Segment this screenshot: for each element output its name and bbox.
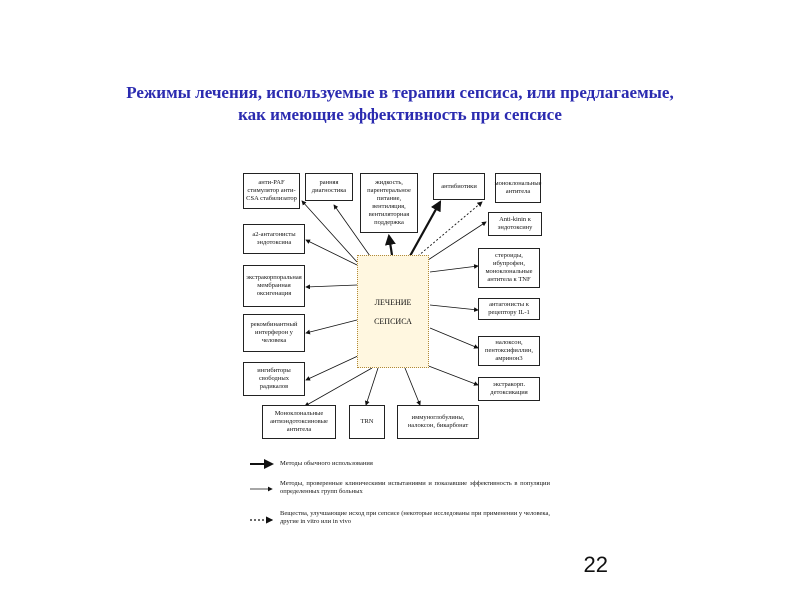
arrow-to-paf <box>302 201 357 262</box>
box-steroids-label: стероиды, ибупрофен, моноклональные антитела к TNF <box>485 252 533 283</box>
legend-thick-text: Методы обычного использования <box>280 460 373 467</box>
center-box <box>357 255 429 368</box>
box-immunoglobulins <box>397 405 479 439</box>
arrow-to-fluids <box>389 236 392 255</box>
arrow-to-il1 <box>430 305 478 310</box>
arrow-to-monoclonal-top <box>418 202 482 256</box>
box-alpha-label: а2-антагонисты эндотоксина <box>252 231 296 246</box>
box-monoclonal-bottom-label: Моноклональные антиэндотоксиновые антитела <box>270 410 328 433</box>
box-early-label: ранняя диагностика <box>311 179 347 194</box>
box-monoclonal-top-label: моноклональные антитела <box>494 180 542 195</box>
box-monoclonal-bottom <box>262 405 336 439</box>
box-trn <box>349 405 385 439</box>
center-line1: ЛЕЧЕНИЕ <box>374 297 412 307</box>
box-paf <box>243 173 300 209</box>
arrow-to-extra-detox <box>426 365 478 385</box>
box-radicals-label: ингибиторы свободных радикалов <box>257 367 291 390</box>
box-immunoglobulins-label: иммуноглобулины, налоксон, бикарбонат <box>407 414 469 429</box>
box-monoclonal-top <box>495 173 541 203</box>
arrow-to-ecmo <box>306 285 357 287</box>
box-extra-detox <box>478 377 540 401</box>
box-interferon <box>243 314 305 352</box>
box-ecmo-label: экстракорпоральная мембранная оксигенация <box>246 274 302 297</box>
arrow-to-naloxone <box>430 328 478 348</box>
box-antienzyme-label: Anti-kinin к эндотоксину <box>497 216 533 231</box>
box-antienzyme <box>488 212 542 236</box>
legend-thin-text: Методы, проверенные клиническими испытаниями и показавшие эффективность в популяции определенных групп больных <box>280 480 550 495</box>
box-steroids <box>478 248 540 288</box>
box-naloxone <box>478 336 540 366</box>
box-antibiotics-label: антибиотики <box>441 182 477 190</box>
arrow-to-steroids <box>430 266 478 272</box>
box-ecmo <box>243 265 305 307</box>
legend-dotted-text: Вещества, улучшающие исход при сепсисе (некоторые исследованы при применении у человека, другие in vitro или in vivo <box>280 510 550 525</box>
box-antibiotics <box>433 173 485 200</box>
box-early <box>305 173 353 201</box>
box-paf-label: анти-PAF стимулятор анти-CSA стабилизатор <box>246 179 297 202</box>
box-fluids-label: жидкость, парентеральное питание, вентиляция, вентиляторная поддержка <box>367 179 411 226</box>
center-line2: СЕПСИСА <box>374 316 412 326</box>
box-alpha <box>243 224 305 254</box>
box-fluids <box>360 173 418 233</box>
box-interferon-label: рекомбинантный интерферон у человека <box>250 321 298 344</box>
box-naloxone-label: налоксон, пентоксифиллин, амринон3 <box>485 339 533 362</box>
box-il1-label: антагонисты к рецептору IL-1 <box>488 301 530 316</box>
slide-title-line2: как имеющие эффективность при сепсисе <box>238 105 562 124</box>
box-extra-detox-label: экстракорп. детоксикация <box>490 381 528 396</box>
page-number: 22 <box>583 552 608 577</box>
arrow-to-interferon <box>306 320 357 333</box>
box-trn-label: TRN <box>360 418 374 425</box>
arrow-to-monoclonal-bottom <box>305 368 372 406</box>
box-radicals <box>243 362 305 396</box>
arrow-to-immunoglobulins <box>405 368 420 405</box>
slide-title-line1: Режимы лечения, используемые в терапии сепсиса, или предлагаемые, <box>126 83 674 102</box>
box-il1 <box>478 298 540 320</box>
arrow-to-radicals <box>306 355 360 380</box>
arrow-to-alpha <box>306 240 357 265</box>
arrow-to-trn <box>366 368 378 405</box>
